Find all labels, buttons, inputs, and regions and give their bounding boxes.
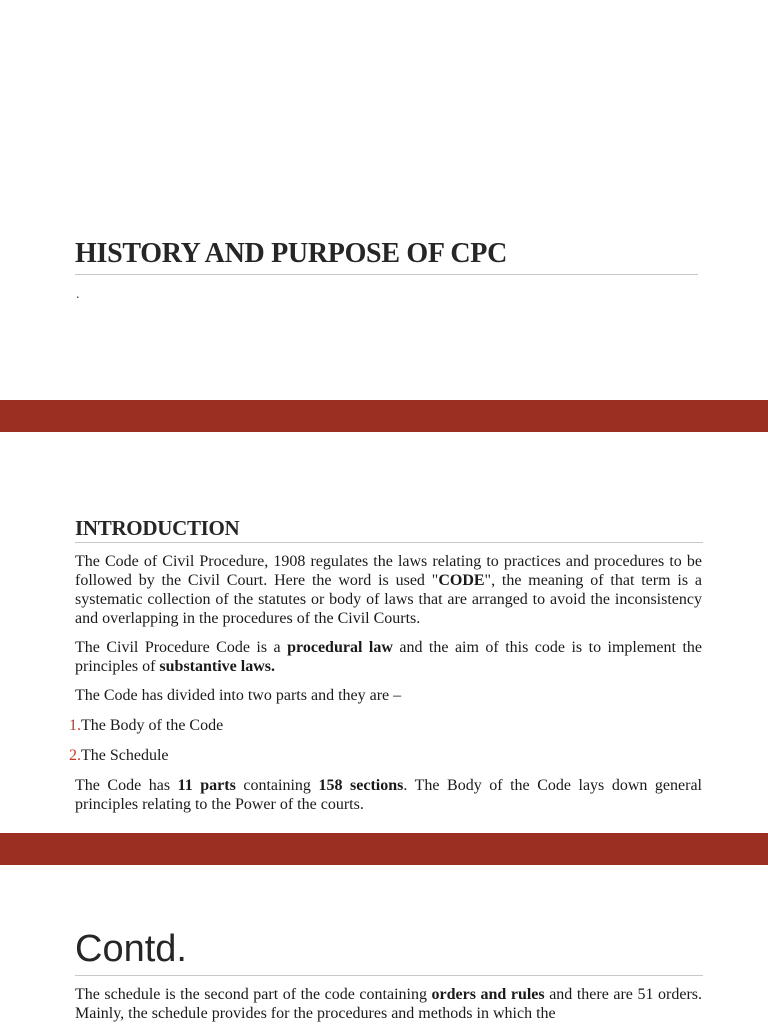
list-item xyxy=(69,746,702,765)
intro-paragraph-2 xyxy=(75,638,702,676)
slide-2 xyxy=(0,432,768,832)
intro-paragraph-1 xyxy=(75,552,702,628)
text-run: containing xyxy=(235,777,319,794)
bold-term: orders and rules xyxy=(431,986,545,1003)
intro-paragraph-4 xyxy=(75,776,702,814)
list-item xyxy=(69,716,702,735)
text-run: The Code has xyxy=(75,777,178,794)
slide-1 xyxy=(0,0,768,400)
text-run: The Code of Civil Procedure, 1908 regulates the laws relating to practices and procedures to be followed by the Civil Court. Here the word is used " xyxy=(75,553,702,589)
heading-divider xyxy=(75,975,703,976)
text-run: and there are 51 orders. Mainly, the schedule provides for the procedures and methods in which the xyxy=(75,986,703,1022)
bold-term: 158 sections xyxy=(318,777,404,794)
text-run: The Civil Procedure Code is a xyxy=(75,639,288,656)
slide-separator-band xyxy=(0,833,768,865)
intro-body xyxy=(69,552,703,824)
list-number: 1. xyxy=(69,717,81,734)
bold-term: substantive laws. xyxy=(159,658,275,675)
contd-paragraph-1 xyxy=(75,985,702,1023)
slide-title: HISTORY AND PURPOSE OF CPC xyxy=(75,238,507,269)
contd-body xyxy=(75,985,702,1024)
text-run: . The Body of the Code lays down general principles relating to the Power of the courts. xyxy=(75,777,703,813)
list-text: The Body of the Code xyxy=(81,717,224,734)
bold-term: 11 parts xyxy=(177,777,236,794)
title-divider xyxy=(75,274,698,275)
list-number: 2. xyxy=(69,747,81,764)
bold-term: CODE xyxy=(438,572,485,589)
text-run: The schedule is the second part of the code containing xyxy=(75,986,432,1003)
slide-separator-band xyxy=(0,400,768,432)
slide-subtitle: . xyxy=(76,287,80,302)
intro-paragraph-3: The Code has divided into two parts and they are – xyxy=(75,687,402,704)
section-heading: Contd. xyxy=(75,928,187,970)
text-run: ", the meaning of that term is a systematic collection of the statutes or body of laws that are arranged to avoid the inconsistency and overlapping in the procedures of the Civil Courts. xyxy=(75,572,703,627)
heading-divider xyxy=(75,542,703,543)
list-text: The Schedule xyxy=(81,747,169,764)
section-heading: INTRODUCTION xyxy=(75,516,240,540)
text-run: and the aim of this code is to implement the principles of xyxy=(75,639,702,675)
bold-term: procedural law xyxy=(287,639,393,656)
slide-3 xyxy=(0,865,768,1024)
